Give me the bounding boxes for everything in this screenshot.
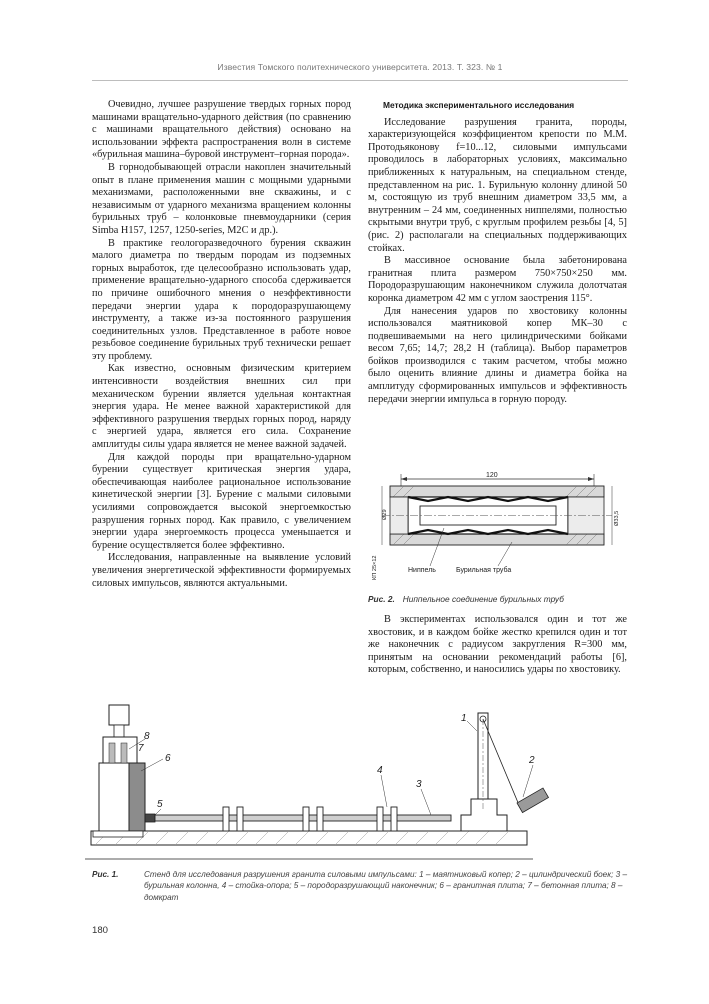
paragraph: В горнодобывающей отрасли накоплен значительный опыт в плане применения машин с мощными ударными механизмами, расположенными вне скважины, и с независимым от ударного механизма вращением колонны бурильных труб – колонковые пневмоударники (серия Simba H157, 1257, 1250-series, M2C и др.). (92, 161, 351, 236)
label-6: 6 (165, 753, 171, 764)
pipe-wall-bottom (390, 534, 604, 545)
label-1: 1 (461, 713, 467, 724)
label-7: 7 (138, 743, 144, 754)
label-drill-pipe: Бурильная труба (456, 567, 512, 574)
right-column (368, 99, 627, 406)
header-rule (92, 80, 628, 81)
drill-bit (145, 814, 155, 822)
dimension-outer-label: Ø33,5 (614, 510, 620, 526)
label-2: 2 (529, 755, 535, 766)
floor-base (91, 831, 527, 845)
page-number: 180 (92, 925, 109, 936)
paragraph: Исследования, направленные на выявление условий увеличения энергетической эффективности формируемых силовых импульсов, являются актуальными. (92, 552, 351, 589)
pipe-wall-top (390, 486, 604, 497)
figure-2-caption-label: Рис. 2. (368, 594, 395, 604)
paragraph: Очевидно, лучшее разрушение твердых горных пород машинами вращательно-ударного действия (по сравнению с машинами вращательного действия) основано на использовании эффекта распространения волн в системе «бурильная машина–буровой инструмент–горная порода». (92, 99, 351, 161)
figure-2-nipple-connection (368, 468, 627, 586)
label-5: 5 (157, 799, 163, 810)
pile-driver-base (461, 799, 507, 831)
jack (103, 737, 137, 763)
cylindrical-striker (517, 788, 548, 813)
dimension-side-label: КП 25×12 (372, 555, 378, 580)
figure-1-caption-text: Стенд для исследования разрушения гранита силовыми импульсами: 1 – маятниковый копер; 2 – цилиндрический боек; 3 – бурильная колонна, 4 – стойка-опора; 5 – породоразрушающий наконечник; 6 – гранитная плита; 7 – бетонная плита; 8 – домкрат (144, 870, 628, 902)
dimension-thread-label: Ø29 (382, 509, 388, 520)
concrete-slab (99, 763, 129, 831)
granite-plate (129, 763, 145, 831)
running-head: Известия Томского политехнического университета. 2013. Т. 323. № 1 (217, 62, 503, 72)
label-4: 4 (377, 765, 383, 776)
figure-1-test-stand (85, 699, 630, 865)
label-nipple: Ниппель (408, 567, 436, 574)
jack-top (109, 705, 129, 725)
dimension-length-label: 120 (486, 472, 498, 479)
right-column-continued (368, 614, 627, 677)
paragraph: В экспериментах использовался один и тот же хвостовик, и в каждом бойке жестко крепился один и тот же наконечник с радиусом закругления R=300 мм, принятым на основании рекомендаций работы [6], которым, собственно, и наносились удары по хвостовику. (368, 614, 627, 676)
paragraph: Исследование разрушения гранита, породы, характеризующейся коэффициентом крепости по М.М. Протодьяконову f=10...12, силовыми импульсами проводилось в лабораторных условиях, максимально приближенных к натуральным, на специальном стенде, представленном на рис. 1. Бурильную колонну длиной 50 м, состоящую из труб внешним диаметром 33,5 мм, а внутренним – 24 мм, соединенных ниппелями, полностью скрытыми внутри труб, с круглым профилем резьбы [4, 5] (рис. 2) располагали на специальных поддерживающих стойках. (368, 116, 627, 254)
figure-1-caption-label: Рис. 1. (92, 870, 119, 879)
section-title: Методика экспериментального исследования (383, 100, 575, 110)
left-column (92, 99, 351, 590)
figure-1-caption (92, 869, 628, 903)
label-3: 3 (416, 779, 422, 790)
label-8: 8 (144, 731, 150, 742)
paragraph: В практике геологоразведочного бурения скважин малого диаметра по твердым породам из подземных горных выработок, где целесообразно использовать удар, применение вращательно-ударного способа сдерживается по причине ошибочного мнения о неэффективности передачи энергии удара к породоразрушающему инструменту, а также из-за постоянного разрушения соединительных узлов. Представленное в работе новое резьбовое соединение бурильных труб технически решает эту проблему. (92, 237, 351, 362)
paragraph: Для каждой породы при вращательно-ударном бурении существует критическая энергия удара, обеспечивающая наиболее рациональное использование кинетической энергии [3]. Бурение с малыми силовыми усилиями сопровождается высокой энергоемкостью разрушения горных пород. Как правило, с увеличением энергии удара энергоемкость процесса уменьшается и бурение осуществляется более эффективно. (92, 451, 351, 551)
paragraph: Как известно, основным физическим критерием интенсивности воздействия внешних сил при механическом бурении является удельная контактная энергия удара. Не менее важной характеристикой для эффективного разрушения твердых горных пород, наряду с энергией удара, является его сила. Сохранение амплитуды силы удара является не менее важной задачей. (92, 363, 351, 451)
paragraph: В массивное основание была забетонирована гранитная плита размером 750×750×250 мм. Породоразрушающим наконечником служила долотчатая коронка диаметром 42 мм с углом заострения 115°. (368, 255, 627, 304)
figure-2-caption (368, 594, 627, 604)
figure-2-caption-text: Ниппельное соединение бурильных труб (402, 594, 564, 604)
paragraph: Для нанесения ударов по хвостовику колонны использовался маятниковой копер МК–30 с подвешиваемыми на него цилиндрическими бойками весом 7,65; 14,7; 28,2 Н (таблица). Выбор параметров бойков производился с таким расчетом, чтобы можно было оценить влияние длины и диаметра бойка на амплитуду сформированных импульсов и эффективность передачи энергии импульса в горную породу. (368, 305, 627, 405)
